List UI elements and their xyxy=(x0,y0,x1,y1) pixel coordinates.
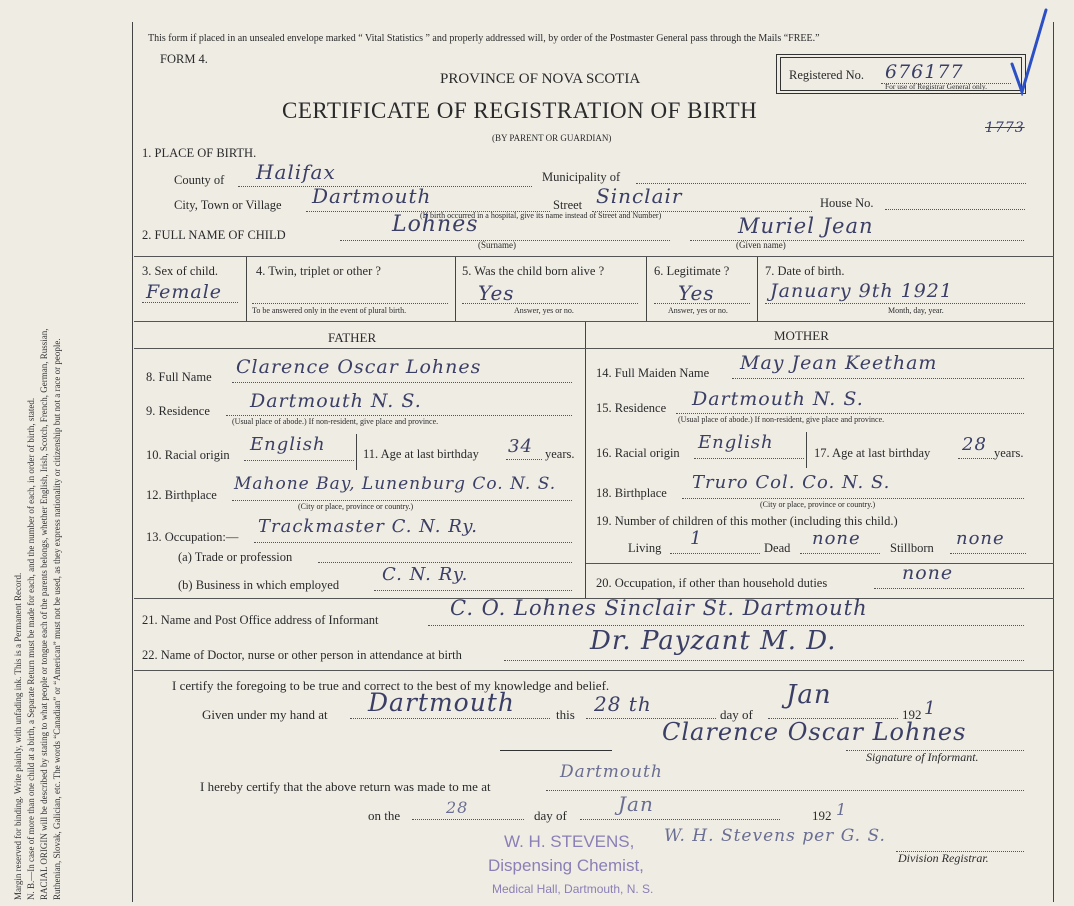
form-number: FORM 4. xyxy=(160,52,208,66)
child-name-label: 2. FULL NAME OF CHILD xyxy=(142,228,286,242)
father-birthplace-note: (City or place, province or country.) xyxy=(298,502,414,511)
children-count-label: 19. Number of children of this mother (including this child.) xyxy=(596,514,898,528)
informant-signature: Clarence Oscar Lohnes xyxy=(662,718,967,746)
registrar-day-of-label: day of xyxy=(534,808,567,823)
street-label: Street xyxy=(553,198,583,212)
mother-years: years. xyxy=(994,446,1024,460)
business-value: C. N. Ry. xyxy=(382,564,469,585)
subtitle: (BY PARENT OR GUARDIAN) xyxy=(492,133,612,143)
mother-age-label: 17. Age at last birthday xyxy=(814,446,931,460)
margin-note: N. B.—In case of more than one child at a birth, a Separate Return must be made for each, and the number of each, in order of birth, stated. xyxy=(26,397,36,900)
margin-notes xyxy=(12,0,64,900)
father-occupation-label: 13. Occupation:— xyxy=(146,530,239,544)
margin-note: Ruthenian, Slovak, Galician, etc. The words “Canadian” or “American” must not be used, as they express nationality or citizenship but not a race or people. xyxy=(52,338,62,900)
registrar-year-value: 1 xyxy=(836,800,848,819)
alive-note: Answer, yes or no. xyxy=(514,306,574,315)
this-label: this xyxy=(556,707,575,722)
parents-divider xyxy=(585,322,586,598)
stillborn-label: Stillborn xyxy=(890,541,934,555)
father-birthplace-label: 12. Birthplace xyxy=(146,488,217,502)
place-heading: 1. PLACE OF BIRTH. xyxy=(142,146,257,160)
stillborn-value: none xyxy=(956,528,1005,549)
twin-note: To be answered only in the event of plural birth. xyxy=(252,306,407,315)
registrar-caption: Division Registrar. xyxy=(898,851,989,865)
county-value: Halifax xyxy=(256,160,336,184)
stamp-address: Medical Hall, Dartmouth, N. S. xyxy=(492,882,654,896)
living-label: Living xyxy=(628,541,662,555)
given-place-value: Dartmouth xyxy=(368,688,515,717)
registered-label: Registered No. xyxy=(789,68,864,82)
street-value: Sinclair xyxy=(596,184,683,208)
sex-value: Female xyxy=(146,281,223,303)
mother-birthplace-note: (City or place, province or country.) xyxy=(760,500,876,509)
mother-birthplace-label: 18. Birthplace xyxy=(596,486,667,500)
father-age-label: 11. Age at last birthday xyxy=(363,447,479,461)
legitimate-value: Yes xyxy=(678,281,715,305)
alive-value: Yes xyxy=(478,281,515,305)
corner-mark: 1773 xyxy=(985,120,1025,136)
father-occupation-value: Trackmaster C. N. Ry. xyxy=(258,516,478,537)
hospital-note: (If birth occurred in a hospital, give its name instead of Street and Number) xyxy=(420,211,662,220)
father-name-label: 8. Full Name xyxy=(146,370,212,384)
certify-year-value: 1 xyxy=(924,698,937,719)
margin-note: Margin reserved for binding. Write plainly, with unfading ink. This is a Permanent Record. xyxy=(13,572,23,900)
father-age-value: 34 xyxy=(508,436,533,457)
municipality-label: Municipality of xyxy=(542,170,621,184)
father-residence-value: Dartmouth N. S. xyxy=(250,390,422,412)
registration-box xyxy=(776,54,1026,94)
registrar-place-value: Dartmouth xyxy=(560,762,663,782)
registered-number: 676177 xyxy=(885,61,964,83)
father-birthplace-value: Mahone Bay, Lunenburg Co. N. S. xyxy=(234,474,557,494)
mother-racial-value: English xyxy=(698,432,774,453)
given-under-label: Given under my hand at xyxy=(202,707,328,722)
registrar-year-prefix: 192 xyxy=(812,808,832,823)
dead-label: Dead xyxy=(764,541,791,555)
child-surname-value: Lohnes xyxy=(392,212,479,237)
registrar-signature: W. H. Stevens per G. S. xyxy=(664,826,886,846)
certify-month-value: Jan xyxy=(786,680,832,710)
birth-date-note: Month, day, year. xyxy=(888,306,944,315)
dead-value: none xyxy=(812,528,861,549)
house-label: House No. xyxy=(820,196,874,210)
father-racial-label: 10. Racial origin xyxy=(146,448,230,462)
mother-age-value: 28 xyxy=(962,434,987,455)
province-heading: PROVINCE OF NOVA SCOTIA xyxy=(440,71,641,87)
city-value: Dartmouth xyxy=(312,184,432,208)
city-label: City, Town or Village xyxy=(174,198,282,212)
mother-name-label: 14. Full Maiden Name xyxy=(596,366,710,380)
check-mark-icon xyxy=(1010,6,1050,96)
mother-occupation-value: none xyxy=(902,562,954,584)
registrar-statement: I hereby certify that the above return was made to me at xyxy=(200,779,491,794)
father-heading: FATHER xyxy=(328,330,377,345)
mother-residence-value: Dartmouth N. S. xyxy=(692,388,864,410)
certify-statement: I certify the foregoing to be true and correct to the best of my knowledge and belief. xyxy=(172,678,610,693)
child-given-value: Muriel Jean xyxy=(738,214,874,238)
legitimate-label: 6. Legitimate ? xyxy=(654,264,730,278)
doctor-label: 22. Name of Doctor, nurse or other person in attendance at birth xyxy=(142,648,462,662)
stamp-title: Dispensing Chemist, xyxy=(488,856,644,875)
page-title: CERTIFICATE OF REGISTRATION OF BIRTH xyxy=(282,98,758,123)
father-residence-label: 9. Residence xyxy=(146,404,210,418)
registrar-day-value: 28 xyxy=(446,798,469,817)
sex-label: 3. Sex of child. xyxy=(142,264,219,278)
on-the-label: on the xyxy=(368,808,401,823)
father-racial-value: English xyxy=(250,434,326,455)
right-border xyxy=(1053,22,1054,902)
stamp-name: W. H. STEVENS, xyxy=(504,832,635,851)
trade-label: (a) Trade or profession xyxy=(178,550,293,564)
business-label: (b) Business in which employed xyxy=(178,578,340,592)
alive-label: 5. Was the child born alive ? xyxy=(462,264,605,278)
mother-heading: MOTHER xyxy=(774,328,829,343)
informant-label: 21. Name and Post Office address of Informant xyxy=(142,613,379,627)
father-name-value: Clarence Oscar Lohnes xyxy=(236,356,482,378)
mother-racial-label: 16. Racial origin xyxy=(596,446,680,460)
registrar-use-note: For use of Registrar General only. xyxy=(885,82,987,91)
mother-occupation-label: 20. Occupation, if other than household duties xyxy=(596,576,828,590)
mail-notice: This form if placed in an unsealed envelope marked “ Vital Statistics ” and properly addressed will, by order of the Postmaster General pass through the Mails “FREE.” xyxy=(148,33,820,44)
registrar-month-value: Jan xyxy=(618,792,654,816)
living-value: 1 xyxy=(690,528,703,549)
doctor-value: Dr. Payzant M. D. xyxy=(590,626,837,656)
mother-birthplace-value: Truro Col. Co. N. S. xyxy=(692,472,891,493)
birth-date-value: January 9th 1921 xyxy=(770,280,953,302)
father-residence-note: (Usual place of abode.) If non-resident, give place and province. xyxy=(232,417,439,426)
father-years: years. xyxy=(545,447,575,461)
margin-note: RACIAL ORIGIN will be described by stating to what people or tongue each of the parents belongs, whether English, Irish, Scotch, French, German, Russian, xyxy=(39,328,49,900)
twin-label: 4. Twin, triplet or other ? xyxy=(256,264,381,278)
surname-caption: (Surname) xyxy=(478,240,516,250)
birth-date-label: 7. Date of birth. xyxy=(765,264,845,278)
certify-year-prefix: 192 xyxy=(902,707,922,722)
legitimate-note: Answer, yes or no. xyxy=(668,306,728,315)
mother-name-value: May Jean Keetham xyxy=(740,352,938,374)
given-caption: (Given name) xyxy=(736,240,786,250)
left-border xyxy=(132,22,133,902)
certify-day-value: 28 th xyxy=(594,692,652,716)
county-label: County of xyxy=(174,173,225,187)
signature-caption: Signature of Informant. xyxy=(866,750,979,764)
day-of-label: day of xyxy=(720,707,753,722)
mother-residence-label: 15. Residence xyxy=(596,401,667,415)
informant-value: C. O. Lohnes Sinclair St. Dartmouth xyxy=(450,596,868,620)
mother-residence-note: (Usual place of abode.) If non-resident, give place and province. xyxy=(678,415,885,424)
